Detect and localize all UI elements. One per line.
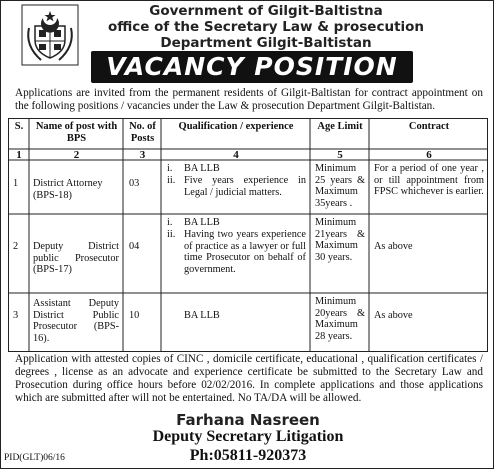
row2-posts-count: 04 (129, 241, 140, 252)
header-contract: Contract (408, 121, 450, 132)
col-number-3: 3 (139, 149, 146, 161)
header-age-limit: Age Limit (317, 121, 363, 132)
row1-post: District Attorney (BPS-18) (33, 178, 103, 201)
col-number-4: 4 (233, 149, 239, 161)
pid-code: PID(GLT)06/16 (4, 453, 65, 463)
row1-qual-marker-2: ii. (167, 175, 176, 186)
row3-post: Assistant Deputy District Public Prosecutor (BPS-16). (33, 298, 119, 344)
row3-contract: As above (374, 310, 413, 321)
row2-contract: As above (374, 241, 413, 252)
row2-qual-marker-1: i. (167, 217, 173, 228)
row3-qual-item-1: BA LLB (184, 310, 220, 321)
header-office: office of the Secretary Law & prosecution (107, 19, 425, 35)
col-number-5: 5 (337, 149, 343, 161)
header-department: Department Gilgit-Baltistan (160, 35, 372, 51)
row1-qual-marker-1: i. (167, 163, 173, 174)
row2-age-limit: Minimum 21years & Maximum 30 years. (315, 217, 365, 263)
intro-paragraph: Applications are invited from the permanent residents of Gilgit-Baltistan for contract appointment on the following positions / vacancies under the Law & prosecution Department Gilgit-Baltistan. (15, 87, 483, 112)
col-number-1: 1 (16, 149, 22, 161)
contact-phone: Ph:05811-920373 (189, 447, 307, 464)
row2-qual-marker-2: ii. (167, 229, 176, 240)
row1-qual-item-1: BA LLB (184, 163, 220, 174)
header-post: Name of post with BPS (35, 121, 118, 144)
row1-serial: 1 (13, 178, 19, 189)
row1-qual-item-2: Five years experience in Legal / judicial matters. (184, 175, 306, 198)
header-government: Government of Gilgit-Baltistna (149, 3, 383, 19)
row2-serial: 2 (13, 241, 19, 252)
row1-contract: For a period of one year , or till appointment from FPSC whichever is earlier. (374, 163, 484, 198)
instructions-paragraph: Application with attested copies of CINC , domicile certificate, educational , qualification certificates / degrees , license as an advocate and experience certificate be submitted to the Secretary Law and Prosecution during office hours before 02/02/2016. In complete applications and those applications which are submitted after will not be entertained. No TA/DA will be allowed. (15, 353, 483, 404)
row1-age-limit: Minimum 25 years & Maximum 35years . (315, 163, 365, 209)
row2-qual-item-2: Having two years experience of practice as a lawyer or full time Prosecutor on behalf of government. (184, 229, 306, 275)
header-qualification: Qualification / experience (178, 121, 294, 132)
row1-posts-count: 03 (129, 178, 140, 189)
col-number-2: 2 (73, 149, 80, 161)
vacancy-banner: VACANCY POSITION (91, 51, 413, 83)
header-serial: S. (14, 121, 24, 132)
row2-qual-item-1: BA LLB (184, 217, 220, 228)
signatory-title: Deputy Secretary Litigation (152, 428, 344, 445)
signatory-name: Farhana Nasreen (176, 411, 320, 429)
row3-age-limit: Minimum 20years & Maximum 28 years. (315, 296, 365, 342)
col-number-6: 6 (426, 149, 432, 161)
row2-post: Deputy District public Prosecutor (BPS-17) (33, 241, 119, 276)
vacancy-table (8, 118, 488, 352)
row3-serial: 3 (13, 310, 19, 321)
row3-posts-count: 10 (129, 310, 140, 321)
header-posts-count: No. of Posts (129, 121, 156, 144)
government-emblem-icon (21, 4, 79, 66)
